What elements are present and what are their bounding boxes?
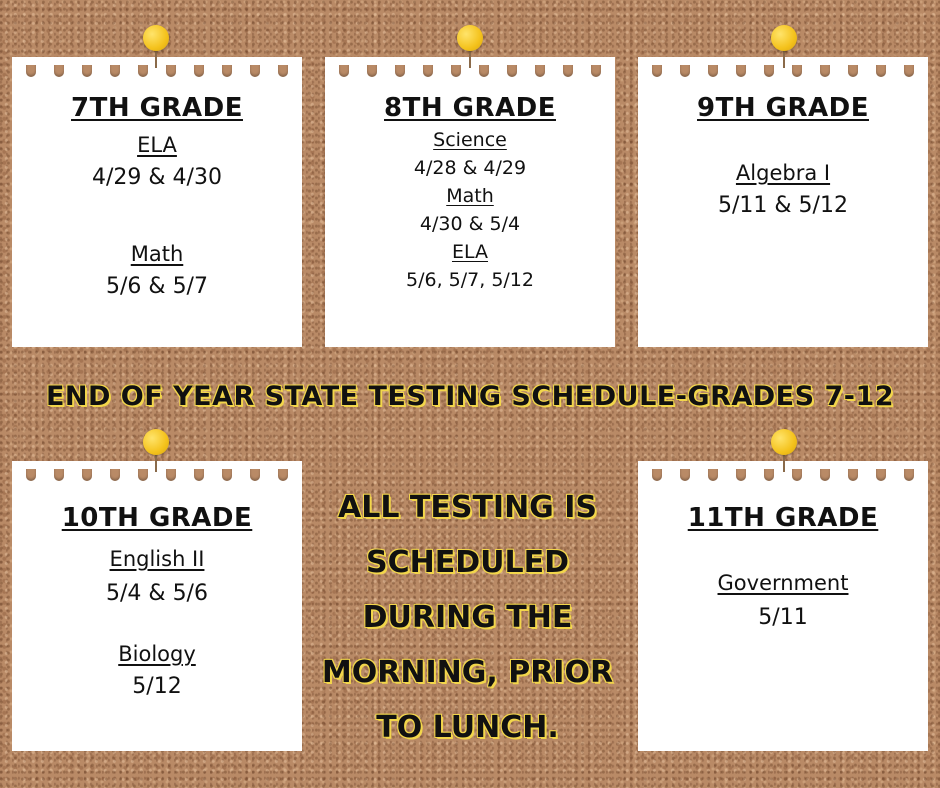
push-pin-icon	[143, 429, 169, 455]
push-pin-icon	[143, 25, 169, 51]
pin-stick	[469, 48, 471, 68]
testing-time-note: ALL TESTING IS SCHEDULED DURING THE MORNING, PRIOR TO LUNCH.	[321, 490, 614, 745]
test-dates: 5/4 & 5/6	[106, 581, 208, 606]
test-dates: 5/11	[758, 605, 808, 630]
grade-heading: 9TH GRADE	[697, 93, 869, 123]
card-7th-grade	[12, 57, 302, 347]
test-dates: 4/30 & 5/4	[419, 213, 521, 235]
card-10th-grade	[12, 461, 302, 751]
test-dates: 5/6, 5/7, 5/12	[406, 269, 534, 291]
grade-heading: 8TH GRADE	[384, 93, 556, 123]
subject-label: Math	[130, 242, 184, 266]
pin-stick	[783, 452, 785, 472]
pin-stick	[155, 48, 157, 68]
test-dates: 5/12	[132, 674, 182, 699]
punch-holes	[26, 65, 288, 77]
push-pin-icon	[771, 429, 797, 455]
card-9th-grade	[638, 57, 928, 347]
subject-label: Math	[446, 185, 494, 207]
card-8th-grade	[325, 57, 615, 347]
grade-heading: 11TH GRADE	[687, 503, 879, 533]
subject-label: ELA	[137, 133, 177, 157]
test-dates: 4/28 & 4/29	[413, 157, 527, 179]
card-11th-grade	[638, 461, 928, 751]
pin-stick	[783, 48, 785, 68]
subject-label: Algebra I	[735, 161, 831, 185]
grade-heading: 10TH GRADE	[61, 503, 253, 533]
subject-label: Biology	[118, 642, 196, 666]
test-dates: 5/6 & 5/7	[106, 274, 208, 299]
subject-label: ELA	[451, 241, 489, 263]
subject-label: English II	[109, 547, 205, 571]
pin-stick	[155, 452, 157, 472]
subject-label: Science	[433, 129, 507, 151]
test-dates: 4/29 & 4/30	[92, 165, 222, 190]
subject-label: Government	[717, 571, 849, 595]
schedule-title-banner: END OF YEAR STATE TESTING SCHEDULE-GRADES 7-12	[45, 381, 895, 412]
grade-heading: 7TH GRADE	[71, 93, 243, 123]
push-pin-icon	[771, 25, 797, 51]
punch-holes	[26, 469, 288, 481]
test-dates: 5/11 & 5/12	[718, 193, 848, 218]
push-pin-icon	[457, 25, 483, 51]
